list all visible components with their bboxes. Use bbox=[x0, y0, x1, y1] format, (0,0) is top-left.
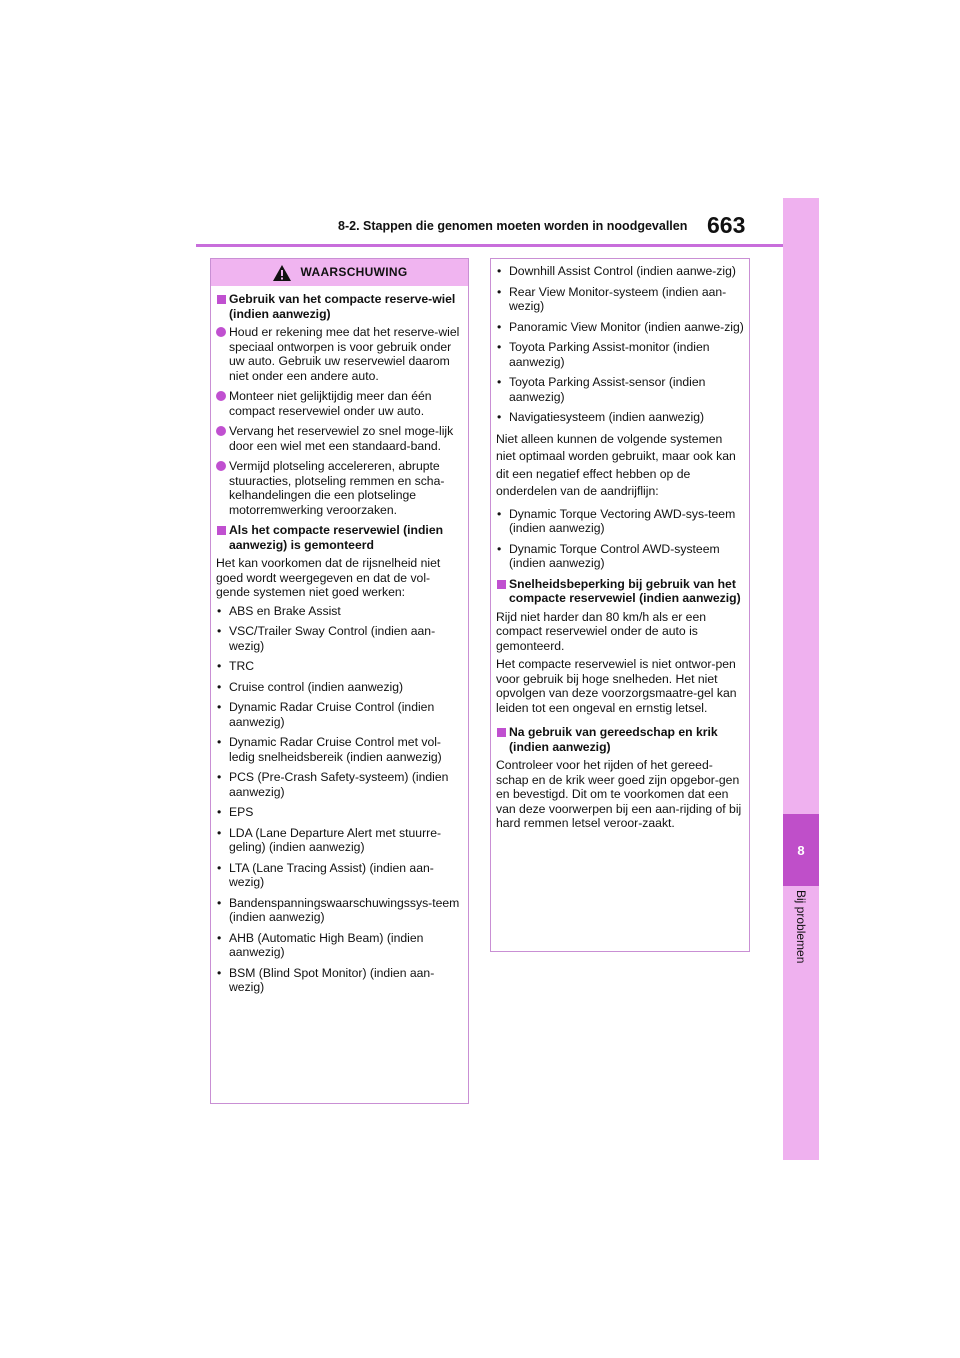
chapter-side-tab bbox=[783, 198, 819, 1160]
section-title-tools-jack: Na gebruik van gereedschap en krik (indien aanwezig) bbox=[496, 725, 744, 754]
paragraph: Rijd niet harder dan 80 km/h als er een compact reservewiel onder de auto is gemonteerd. bbox=[496, 609, 707, 653]
chapter-label: Bij problemen bbox=[794, 890, 808, 964]
system-list-item: • Rear View Monitor-systeem (indien aan-wezig) bbox=[497, 284, 727, 313]
circle-bullet-icon bbox=[216, 461, 226, 471]
section-title-spare-wheel: Gebruik van het compacte reserve-wiel (indien aanwezig) bbox=[216, 292, 463, 321]
system-list-item: • Panoramic View Monitor (indien aanwe-zig) bbox=[497, 319, 744, 334]
system-list-item: • Dynamic Torque Vectoring AWD-sys-teem (indien aanwezig) bbox=[497, 506, 736, 536]
paragraph: Niet alleen kunnen de volgende systemen niet optimaal worden gebruikt, maar ook kan dit een negatief effect hebben op de onderdelen van de aandrijflijn: bbox=[496, 431, 736, 499]
warning-triangle-icon bbox=[272, 264, 292, 282]
page-number: 663 bbox=[707, 212, 746, 238]
warning-point: Houd er rekening mee dat het reserve-wiel speciaal ontworpen is voor gebruik onder uw auto. Gebruik uw reservewiel daarom niet onder een andere auto. bbox=[216, 325, 463, 383]
system-list-item: • Dynamic Torque Control AWD-systeem (indien aanwezig) bbox=[497, 541, 720, 571]
system-list-item: • ABS en Brake Assist bbox=[217, 603, 341, 618]
system-list-item: • Downhill Assist Control (indien aanwe-zig) bbox=[497, 264, 736, 278]
system-list-item: • Dynamic Radar Cruise Control met vol-ledig snelheidsbereik (indien aanwezig) bbox=[217, 735, 442, 764]
circle-bullet-icon bbox=[216, 426, 226, 436]
system-list-item: • LTA (Lane Tracing Assist) (indien aan-wezig) bbox=[217, 860, 434, 889]
chapter-number-tab: 8 bbox=[783, 814, 819, 886]
section-header-title: 8-2. Stappen die genomen moeten worden in noodgevallen bbox=[338, 219, 688, 233]
system-list-item: • Dynamic Radar Cruise Control (indien aanwezig) bbox=[217, 700, 435, 729]
square-bullet-icon bbox=[497, 728, 506, 737]
system-list-item: • LDA (Lane Departure Alert met stuurre-geling) (indien aanwezig) bbox=[217, 825, 442, 854]
section-title-spare-mounted: Als het compacte reservewiel (indien aanwezig) is gemonteerd bbox=[216, 523, 463, 552]
warning-heading: WAARSCHUWING bbox=[300, 265, 408, 280]
system-list-item: • EPS bbox=[217, 805, 254, 819]
warning-point: Vermijd plotseling accelereren, abrupte stuuracties, plotseling remmen en scha-kelhandelingen die een plotselinge motorremwerking veroorzaken. bbox=[216, 459, 463, 517]
paragraph: Het compacte reservewiel is niet ontwor-pen voor gebruik bij hoge snelheden. Het niet opvolgen van deze voorzorgsmaatre-gel kan leiden tot een ongeval en ernstig letsel. bbox=[496, 657, 737, 715]
circle-bullet-icon bbox=[216, 327, 226, 337]
warning-box bbox=[210, 258, 469, 1104]
paragraph: Controleer voor het rijden of het gereed-schap en de krik weer goed zijn opgebor-gen en bevestigd. Dit om te voorkomen dat een van deze voorwerpen bij een aan-rijding of bij hard remmen letsel veroor-zaakt. bbox=[496, 758, 742, 831]
square-bullet-icon bbox=[497, 580, 506, 589]
system-list-item: • Cruise control (indien aanwezig) bbox=[217, 679, 404, 694]
system-list-item: • BSM (Blind Spot Monitor) (indien aan-wezig) bbox=[217, 965, 435, 994]
system-list-item: • Toyota Parking Assist-monitor (indien aanwezig) bbox=[497, 340, 710, 369]
system-list-item: • TRC bbox=[217, 659, 255, 673]
warning-header bbox=[211, 259, 468, 286]
section-title-speed-limit: Snelheidsbeperking bij gebruik van het compacte reservewiel (indien aanwezig) bbox=[496, 577, 744, 606]
warning-point: Monteer niet gelijktijdig meer dan één compact reservewiel onder uw auto. bbox=[216, 389, 463, 418]
warning-continued-box bbox=[490, 258, 750, 952]
system-list-item: • Toyota Parking Assist-sensor (indien aanwezig) bbox=[497, 375, 706, 404]
header-rule bbox=[196, 244, 783, 247]
system-list-item: • Navigatiesysteem (indien aanwezig) bbox=[497, 410, 705, 424]
system-list-item: • AHB (Automatic High Beam) (indien aanwezig) bbox=[217, 930, 424, 959]
circle-bullet-icon bbox=[216, 391, 226, 401]
square-bullet-icon bbox=[217, 526, 226, 535]
system-list-item: • PCS (Pre-Crash Safety-systeem) (indien aanwezig) bbox=[217, 770, 449, 799]
square-bullet-icon bbox=[217, 295, 226, 304]
system-list-item: • Bandenspanningswaarschuwingssys-teem (indien aanwezig) bbox=[217, 895, 460, 924]
warning-point: Vervang het reservewiel zo snel moge-lijk door een wiel met een standaard-band. bbox=[216, 424, 463, 453]
paragraph: Het kan voorkomen dat de rijsnelheid niet goed wordt weergegeven en dat de vol-gende systemen niet goed werken: bbox=[216, 556, 441, 599]
system-list-item: • VSC/Trailer Sway Control (indien aan-wezig) bbox=[217, 624, 436, 653]
